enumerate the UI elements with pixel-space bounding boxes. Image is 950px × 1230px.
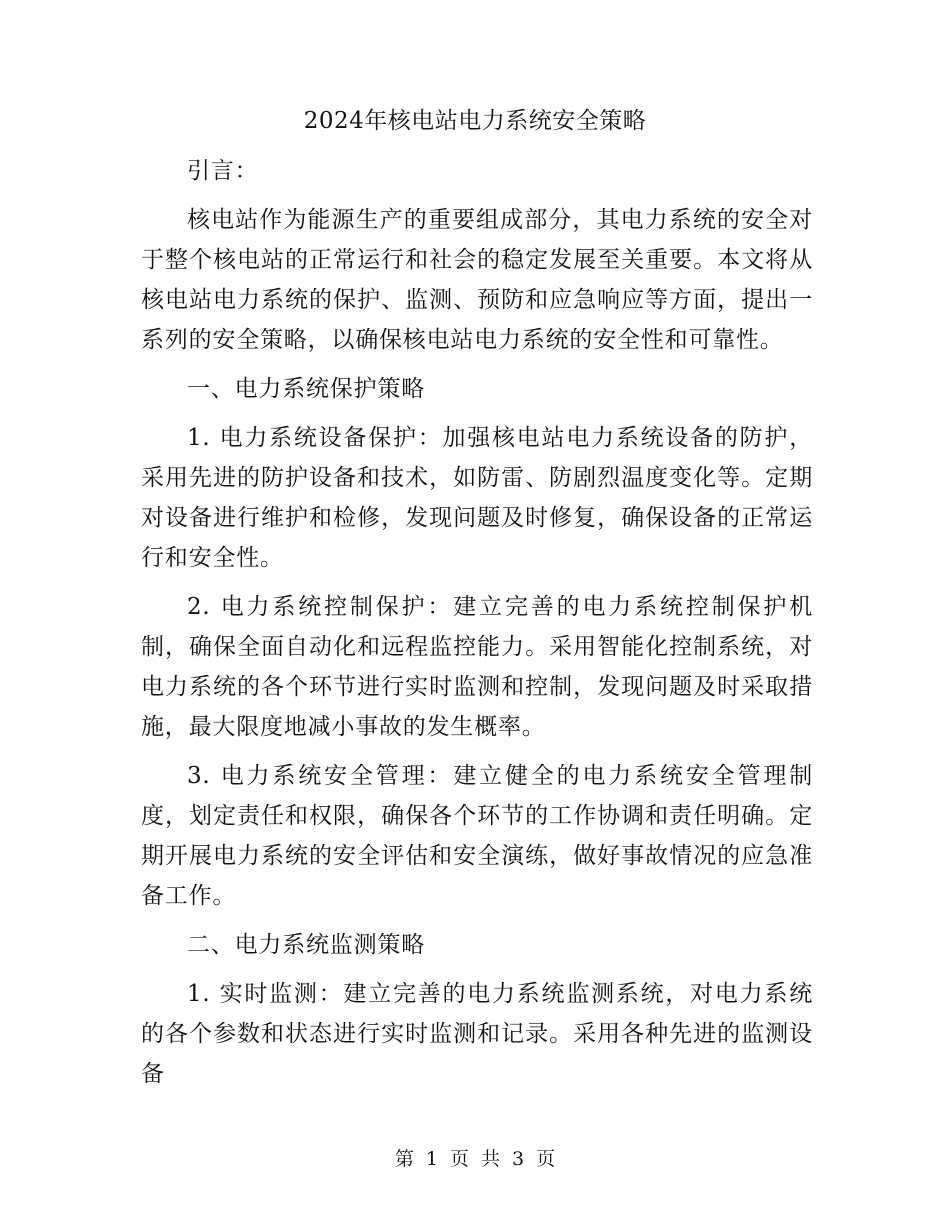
protection-item-3: 3. 电力系统安全管理：建立健全的电力系统安全管理制度，划定责任和权限，确保各个环节的工作协调和责任明确。定期开展电力系统的安全评估和安全演练，做好事故情况的应急准备工作。 [141, 763, 813, 909]
protection-item-2: 2. 电力系统控制保护：建立完善的电力系统控制保护机制，确保全面自动化和远程监控能力。采用智能化控制系统，对电力系统的各个环节进行实时监测和控制，发现问题及时采取措施，最大限度地减小事故的发生概率。 [141, 594, 813, 740]
intro-paragraph: 核电站作为能源生产的重要组成部分，其电力系统的安全对于整个核电站的正常运行和社会的稳定发展至关重要。本文将从核电站电力系统的保护、监测、预防和应急响应等方面，提出一系列的安全策略，以确保核电站电力系统的安全性和可靠性。 [141, 207, 813, 353]
document-body [141, 151, 813, 1103]
protection-item-1: 1. 电力系统设备保护：加强核电站电力系统设备的防护，采用先进的防护设备和技术，如防雷、防剧烈温度变化等。定期对设备进行维护和检修，发现问题及时修复，确保设备的正常运行和安全性。 [141, 425, 813, 571]
page-footer: 第 1 页 共 3 页 [394, 1148, 556, 1170]
document-title: 2024年核电站电力系统安全策略 [303, 108, 647, 134]
intro-label: 引言： [187, 158, 259, 184]
section-heading-protection: 一、电力系统保护策略 [187, 376, 425, 402]
monitoring-item-1: 1. 实时监测：建立完善的电力系统监测系统，对电力系统的各个参数和状态进行实时监测和记录。采用各种先进的监测设备 [141, 981, 813, 1087]
section-heading-monitoring: 二、电力系统监测策略 [187, 932, 425, 958]
